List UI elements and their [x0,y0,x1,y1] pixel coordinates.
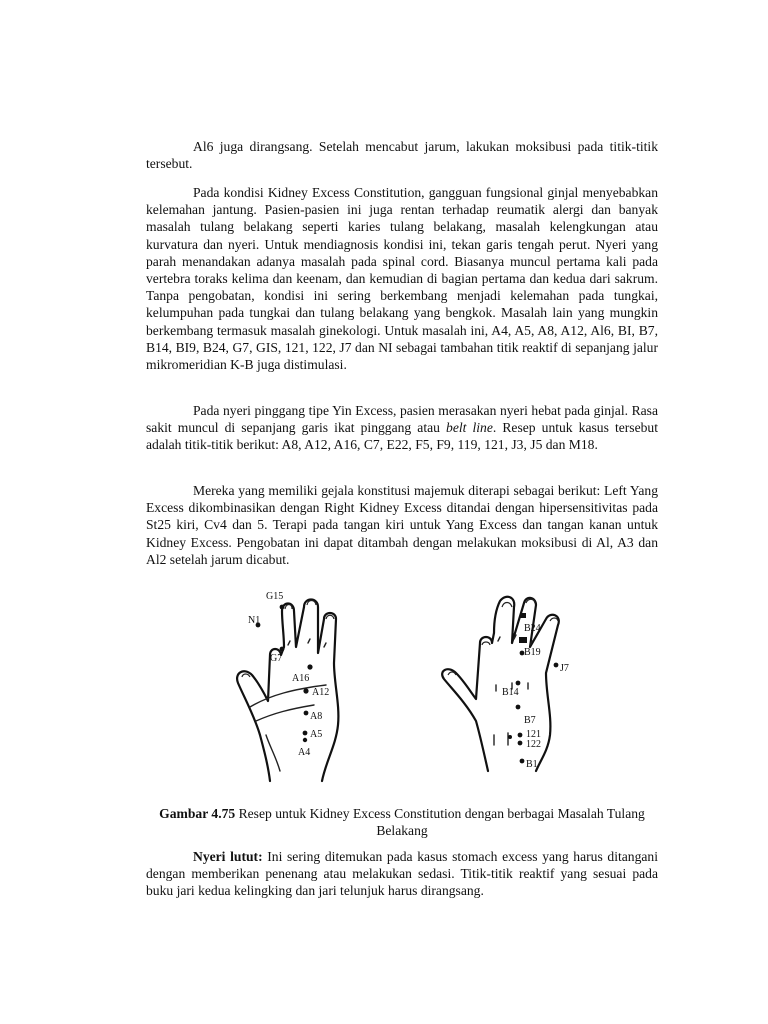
point-a4-marker [303,738,307,742]
point-g15 [280,605,285,610]
label-a12: A12 [312,687,330,698]
paragraph-1-text: Al6 juga dirangsang. Setelah mencabut jarum, lakukan moksibusi pada titik-titik tersebut. [146,139,658,172]
belt-line-term: belt line [446,420,493,436]
label-a5: A5 [310,729,323,740]
paragraph-5-body: Ini sering ditemukan pada kasus stomach excess yang harus ditangani dengan memberikan penenang atau melakukan sedasi. Titik-titik reaktif yang sesuai pada buku jari kedua kelingking dan jari telunjuk harus dirangsang. [146,849,658,899]
paragraph-3 [146,402,658,454]
point-a16 [307,664,312,669]
label-a16: A16 [292,673,310,684]
label-a8: A8 [310,711,323,722]
paragraph-3-text [146,402,658,454]
label-n1: N1 [248,615,261,626]
label-121: 121 [526,729,541,740]
figure-caption [146,805,658,839]
point-b14 [516,681,521,686]
label-j7: J7 [560,663,569,674]
point-g7 [280,647,285,652]
paragraph-2 [146,184,658,373]
paragraph-3-part-1: Pada nyeri pinggang tipe Yin Excess, pasien merasakan nyeri hebat pada ginjal. Rasa sakit muncul di sepanjang garis ikat pinggang atau [146,403,658,436]
caption-label: Gambar 4.75 [159,806,236,821]
label-a4: A4 [298,747,311,758]
point-122 [518,741,523,746]
label-g15: G15 [266,591,284,602]
paragraph-5-text [146,848,658,900]
point-b7 [516,705,521,710]
point-b24 [520,613,526,618]
label-b19: B19 [524,647,541,658]
label-b7: B7 [524,715,536,726]
label-g7: G7 [270,653,283,664]
paragraph-1 [146,138,658,172]
label-b1: B1 [526,759,538,770]
paragraph-5 [146,848,658,900]
point-a8 [304,711,309,716]
caption-text: Resep untuk Kidney Excess Constitution dengan berbagai Masalah Tulang Belakang [235,806,645,839]
point-j7 [554,663,559,668]
paragraph-2-text: Pada kondisi Kidney Excess Constitution, gangguan fungsional ginjal menyebabkan kelemahan jantung. Pasien-pasien ini juga rentan terhadap reumatik alergi dan banyak masalah tulang belakang seperti karies tulang belakang, masalah kelengkungan atau kurvatura dan nyeri. Untuk mendiagnosis kondisi ini, tekan garis tengah perut. Nyeri yang parah menandakan adanya masalah pada spinal cord. Biasanya muncul pertama kali pada vertebra toraks kelima dan keenam, dan kemudian di bagian pertama dan kedua dari sakrum. Tanpa pengobatan, kondisi ini sering berkembang menjadi kelemahan pada tungkai, kelumpuhan pada tungkai dan tulang belakang yang bengkok. Masalah lain yang mungkin berkembang termasuk masalah ginekologi. Untuk masalah ini, A4, A5, A8, A12, Al6, BI, B7, B14, BI9, B24, G7, GIS, 121, 122, J7 dan NI sebagai tambahan titik reaktif di sepanjang jalur mikromeridian K-B juga distimulasi. [146,185,658,373]
paragraph-3-part-2: . Resep untuk kasus tersebut adalah titik-titik berikut: A8, A12, A16, C7, E22, F5, F9, 119, 121, J3, J5 dan M18. [146,420,658,453]
point-a12 [303,688,308,693]
label-b14: B14 [502,687,519,698]
label-122: 122 [526,739,541,750]
right-hand-drawing [442,597,559,771]
paragraph-4-text: Mereka yang memiliki gejala konstitusi majemuk diterapi sebagai berikut: Left Yang Excess dikombinasikan dengan Right Kidney Excess ditandai dengan hipersensitivitas pada St25 kiri, Cv4 dan 5. Terapi pada tangan kiri untuk Yang Excess dan tangan kanan untuk Kidney Excess. Pengobatan ini dapat ditambah dengan melakukan moksibusi di Al, A3 dan Al2 setelah jarum dicabut. [146,483,658,567]
point-121 [518,733,523,738]
hand-points-figure [230,585,590,785]
paragraph-4 [146,482,658,568]
knee-pain-heading: Nyeri lutut: [193,849,263,864]
point-b1 [520,759,525,764]
point-b19 [519,637,527,643]
point-a5 [303,731,308,736]
hand-illustration [230,585,590,785]
label-b24: B24 [524,623,541,634]
point-side [508,735,512,739]
